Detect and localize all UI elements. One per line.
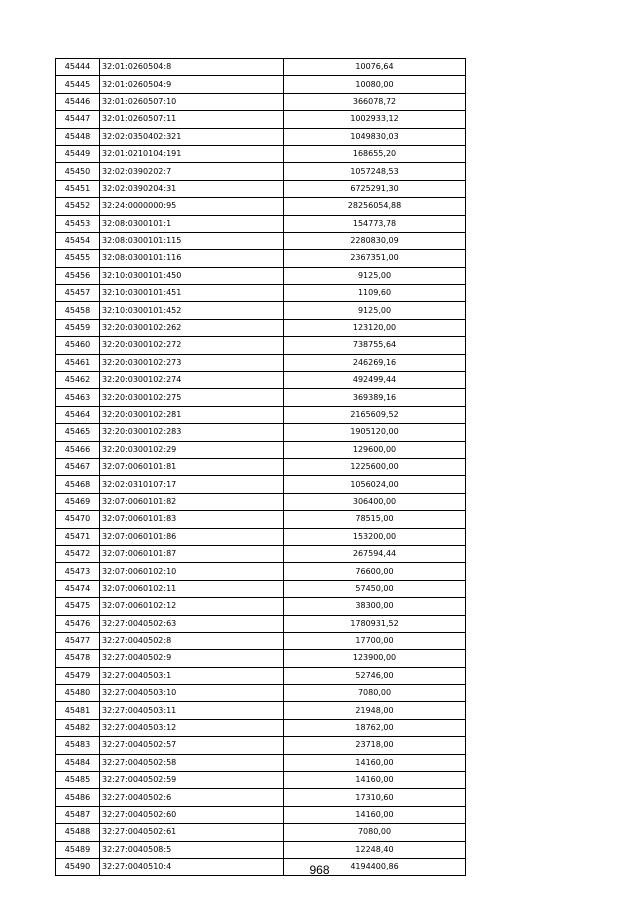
cadastral-number-cell: 32:27:0040502:9 xyxy=(100,650,284,667)
value-cell: 14160,00 xyxy=(284,806,466,823)
value-cell: 17310,60 xyxy=(284,789,466,806)
cadastral-number-cell: 32:08:0300101:116 xyxy=(100,250,284,267)
row-number-cell: 45471 xyxy=(56,528,100,545)
value-cell: 1056024,00 xyxy=(284,476,466,493)
value-cell: 1002933,12 xyxy=(284,111,466,128)
value-cell: 7080,00 xyxy=(284,824,466,841)
cadastral-number-cell: 32:01:0260507:10 xyxy=(100,93,284,110)
cadastral-number-cell: 32:27:0040502:6 xyxy=(100,789,284,806)
value-cell: 4194400,86 xyxy=(284,858,466,875)
row-number-cell: 45451 xyxy=(56,180,100,197)
value-cell: 154773,78 xyxy=(284,215,466,232)
row-number-cell: 45456 xyxy=(56,267,100,284)
value-cell: 246269,16 xyxy=(284,354,466,371)
table-row xyxy=(56,476,466,493)
table-row xyxy=(56,667,466,684)
row-number-cell: 45445 xyxy=(56,76,100,93)
row-number-cell: 45490 xyxy=(56,858,100,875)
cadastral-number-cell: 32:27:0040502:61 xyxy=(100,824,284,841)
table-row xyxy=(56,824,466,841)
value-cell: 14160,00 xyxy=(284,772,466,789)
table-row xyxy=(56,511,466,528)
table-row xyxy=(56,389,466,406)
value-cell: 1109,60 xyxy=(284,285,466,302)
row-number-cell: 45474 xyxy=(56,580,100,597)
cadastral-number-cell: 32:07:0060101:87 xyxy=(100,545,284,562)
value-cell: 366078,72 xyxy=(284,93,466,110)
row-number-cell: 45458 xyxy=(56,302,100,319)
cadastral-number-cell: 32:07:0060102:12 xyxy=(100,598,284,615)
row-number-cell: 45489 xyxy=(56,841,100,858)
cadastral-number-cell: 32:27:0040502:60 xyxy=(100,806,284,823)
row-number-cell: 45447 xyxy=(56,111,100,128)
cadastral-number-cell: 32:27:0040502:59 xyxy=(100,772,284,789)
value-cell: 2367351,00 xyxy=(284,250,466,267)
cadastral-number-cell: 32:10:0300101:451 xyxy=(100,285,284,302)
cadastral-number-cell: 32:20:0300102:272 xyxy=(100,337,284,354)
value-cell: 21948,00 xyxy=(284,702,466,719)
row-number-cell: 45466 xyxy=(56,441,100,458)
page-number: 968 xyxy=(309,863,330,877)
cadastral-number-cell: 32:27:0040502:58 xyxy=(100,754,284,771)
cadastral-number-cell: 32:07:0060101:86 xyxy=(100,528,284,545)
table-row xyxy=(56,737,466,754)
value-cell: 738755,64 xyxy=(284,337,466,354)
table-row xyxy=(56,754,466,771)
value-cell: 306400,00 xyxy=(284,493,466,510)
cadastral-number-cell: 32:08:0300101:1 xyxy=(100,215,284,232)
row-number-cell: 45459 xyxy=(56,319,100,336)
row-number-cell: 45473 xyxy=(56,563,100,580)
row-number-cell: 45469 xyxy=(56,493,100,510)
table-row xyxy=(56,111,466,128)
table-row xyxy=(56,685,466,702)
row-number-cell: 45481 xyxy=(56,702,100,719)
table-row xyxy=(56,145,466,162)
table-row xyxy=(56,163,466,180)
value-cell: 9125,00 xyxy=(284,302,466,319)
cadastral-number-cell: 32:20:0300102:273 xyxy=(100,354,284,371)
row-number-cell: 45488 xyxy=(56,824,100,841)
cadastral-number-cell: 32:24:0000000:95 xyxy=(100,198,284,215)
row-number-cell: 45487 xyxy=(56,806,100,823)
row-number-cell: 45467 xyxy=(56,458,100,475)
row-number-cell: 45484 xyxy=(56,754,100,771)
table-row xyxy=(56,180,466,197)
value-cell: 129600,00 xyxy=(284,441,466,458)
table-body xyxy=(56,59,466,876)
table-row xyxy=(56,93,466,110)
value-cell: 38300,00 xyxy=(284,598,466,615)
row-number-cell: 45476 xyxy=(56,615,100,632)
cadastral-value-table xyxy=(55,58,466,876)
cadastral-number-cell: 32:07:0060102:10 xyxy=(100,563,284,580)
row-number-cell: 45455 xyxy=(56,250,100,267)
cadastral-number-cell: 32:27:0040502:8 xyxy=(100,632,284,649)
table-row xyxy=(56,76,466,93)
row-number-cell: 45450 xyxy=(56,163,100,180)
cadastral-number-cell: 32:07:0060101:81 xyxy=(100,458,284,475)
cadastral-number-cell: 32:02:0390204:31 xyxy=(100,180,284,197)
cadastral-number-cell: 32:02:0390202:7 xyxy=(100,163,284,180)
cadastral-number-cell: 32:20:0300102:262 xyxy=(100,319,284,336)
row-number-cell: 45478 xyxy=(56,650,100,667)
cadastral-number-cell: 32:27:0040502:57 xyxy=(100,737,284,754)
cadastral-number-cell: 32:01:0260504:8 xyxy=(100,59,284,76)
cadastral-number-cell: 32:27:0040510:4 xyxy=(100,858,284,875)
value-cell: 76600,00 xyxy=(284,563,466,580)
value-cell: 9125,00 xyxy=(284,267,466,284)
cadastral-number-cell: 32:27:0040503:10 xyxy=(100,685,284,702)
table-row xyxy=(56,528,466,545)
value-cell: 52746,00 xyxy=(284,667,466,684)
table-row xyxy=(56,232,466,249)
table-row xyxy=(56,250,466,267)
table-row xyxy=(56,632,466,649)
table-row xyxy=(56,563,466,580)
cadastral-number-cell: 32:20:0300102:29 xyxy=(100,441,284,458)
value-cell: 492499,44 xyxy=(284,372,466,389)
row-number-cell: 45454 xyxy=(56,232,100,249)
table-row xyxy=(56,841,466,858)
value-cell: 1057248,53 xyxy=(284,163,466,180)
table-row xyxy=(56,372,466,389)
table-row xyxy=(56,406,466,423)
cadastral-number-cell: 32:20:0300102:274 xyxy=(100,372,284,389)
table-row xyxy=(56,285,466,302)
value-cell: 10080,00 xyxy=(284,76,466,93)
table-row xyxy=(56,319,466,336)
table-row xyxy=(56,650,466,667)
cadastral-number-cell: 32:20:0300102:275 xyxy=(100,389,284,406)
value-cell: 1780931,52 xyxy=(284,615,466,632)
value-cell: 14160,00 xyxy=(284,754,466,771)
cadastral-number-cell: 32:08:0300101:115 xyxy=(100,232,284,249)
row-number-cell: 45479 xyxy=(56,667,100,684)
table-row xyxy=(56,198,466,215)
row-number-cell: 45462 xyxy=(56,372,100,389)
row-number-cell: 45468 xyxy=(56,476,100,493)
value-cell: 28256054,88 xyxy=(284,198,466,215)
row-number-cell: 45475 xyxy=(56,598,100,615)
row-number-cell: 45457 xyxy=(56,285,100,302)
value-cell: 12248,40 xyxy=(284,841,466,858)
cadastral-number-cell: 32:27:0040502:63 xyxy=(100,615,284,632)
value-cell: 123900,00 xyxy=(284,650,466,667)
value-cell: 369389,16 xyxy=(284,389,466,406)
cadastral-number-cell: 32:10:0300101:452 xyxy=(100,302,284,319)
cadastral-number-cell: 32:02:0350402:321 xyxy=(100,128,284,145)
value-cell: 1905120,00 xyxy=(284,424,466,441)
cadastral-number-cell: 32:07:0060102:11 xyxy=(100,580,284,597)
table-row xyxy=(56,615,466,632)
table-row xyxy=(56,267,466,284)
cadastral-number-cell: 32:27:0040503:12 xyxy=(100,719,284,736)
row-number-cell: 45446 xyxy=(56,93,100,110)
value-cell: 6725291,30 xyxy=(284,180,466,197)
table-row xyxy=(56,789,466,806)
table-row xyxy=(56,458,466,475)
table-row xyxy=(56,580,466,597)
cadastral-number-cell: 32:07:0060101:82 xyxy=(100,493,284,510)
value-cell: 1225600,00 xyxy=(284,458,466,475)
row-number-cell: 45480 xyxy=(56,685,100,702)
value-cell: 1049830,03 xyxy=(284,128,466,145)
value-cell: 18762,00 xyxy=(284,719,466,736)
row-number-cell: 45472 xyxy=(56,545,100,562)
table-row xyxy=(56,215,466,232)
row-number-cell: 45463 xyxy=(56,389,100,406)
table-row xyxy=(56,441,466,458)
row-number-cell: 45460 xyxy=(56,337,100,354)
table-row xyxy=(56,772,466,789)
table-row xyxy=(56,702,466,719)
row-number-cell: 45464 xyxy=(56,406,100,423)
cadastral-number-cell: 32:27:0040508:5 xyxy=(100,841,284,858)
cadastral-number-cell: 32:07:0060101:83 xyxy=(100,511,284,528)
table-row xyxy=(56,598,466,615)
table-row xyxy=(56,719,466,736)
value-cell: 2165609,52 xyxy=(284,406,466,423)
cadastral-number-cell: 32:10:0300101:450 xyxy=(100,267,284,284)
cadastral-number-cell: 32:27:0040503:11 xyxy=(100,702,284,719)
table-row xyxy=(56,424,466,441)
table-row xyxy=(56,302,466,319)
table-row xyxy=(56,59,466,76)
row-number-cell: 45482 xyxy=(56,719,100,736)
row-number-cell: 45453 xyxy=(56,215,100,232)
row-number-cell: 45444 xyxy=(56,59,100,76)
cadastral-number-cell: 32:27:0040503:1 xyxy=(100,667,284,684)
cadastral-number-cell: 32:02:0310107:17 xyxy=(100,476,284,493)
value-cell: 123120,00 xyxy=(284,319,466,336)
value-cell: 168655,20 xyxy=(284,145,466,162)
row-number-cell: 45483 xyxy=(56,737,100,754)
value-cell: 23718,00 xyxy=(284,737,466,754)
table-row xyxy=(56,354,466,371)
row-number-cell: 45461 xyxy=(56,354,100,371)
table-row xyxy=(56,337,466,354)
table-row xyxy=(56,493,466,510)
table-row xyxy=(56,128,466,145)
row-number-cell: 45477 xyxy=(56,632,100,649)
cadastral-number-cell: 32:20:0300102:283 xyxy=(100,424,284,441)
row-number-cell: 45465 xyxy=(56,424,100,441)
row-number-cell: 45448 xyxy=(56,128,100,145)
value-cell: 10076,64 xyxy=(284,59,466,76)
value-cell: 57450,00 xyxy=(284,580,466,597)
cadastral-number-cell: 32:01:0260507:11 xyxy=(100,111,284,128)
table-row xyxy=(56,545,466,562)
value-cell: 17700,00 xyxy=(284,632,466,649)
value-cell: 153200,00 xyxy=(284,528,466,545)
row-number-cell: 45470 xyxy=(56,511,100,528)
value-cell: 78515,00 xyxy=(284,511,466,528)
value-cell: 2280830,09 xyxy=(284,232,466,249)
row-number-cell: 45486 xyxy=(56,789,100,806)
value-cell: 7080,00 xyxy=(284,685,466,702)
row-number-cell: 45452 xyxy=(56,198,100,215)
cadastral-number-cell: 32:01:0260504:9 xyxy=(100,76,284,93)
table-row xyxy=(56,806,466,823)
row-number-cell: 45449 xyxy=(56,145,100,162)
cadastral-number-cell: 32:20:0300102:281 xyxy=(100,406,284,423)
cadastral-number-cell: 32:01:0210104:191 xyxy=(100,145,284,162)
value-cell: 267594,44 xyxy=(284,545,466,562)
row-number-cell: 45485 xyxy=(56,772,100,789)
